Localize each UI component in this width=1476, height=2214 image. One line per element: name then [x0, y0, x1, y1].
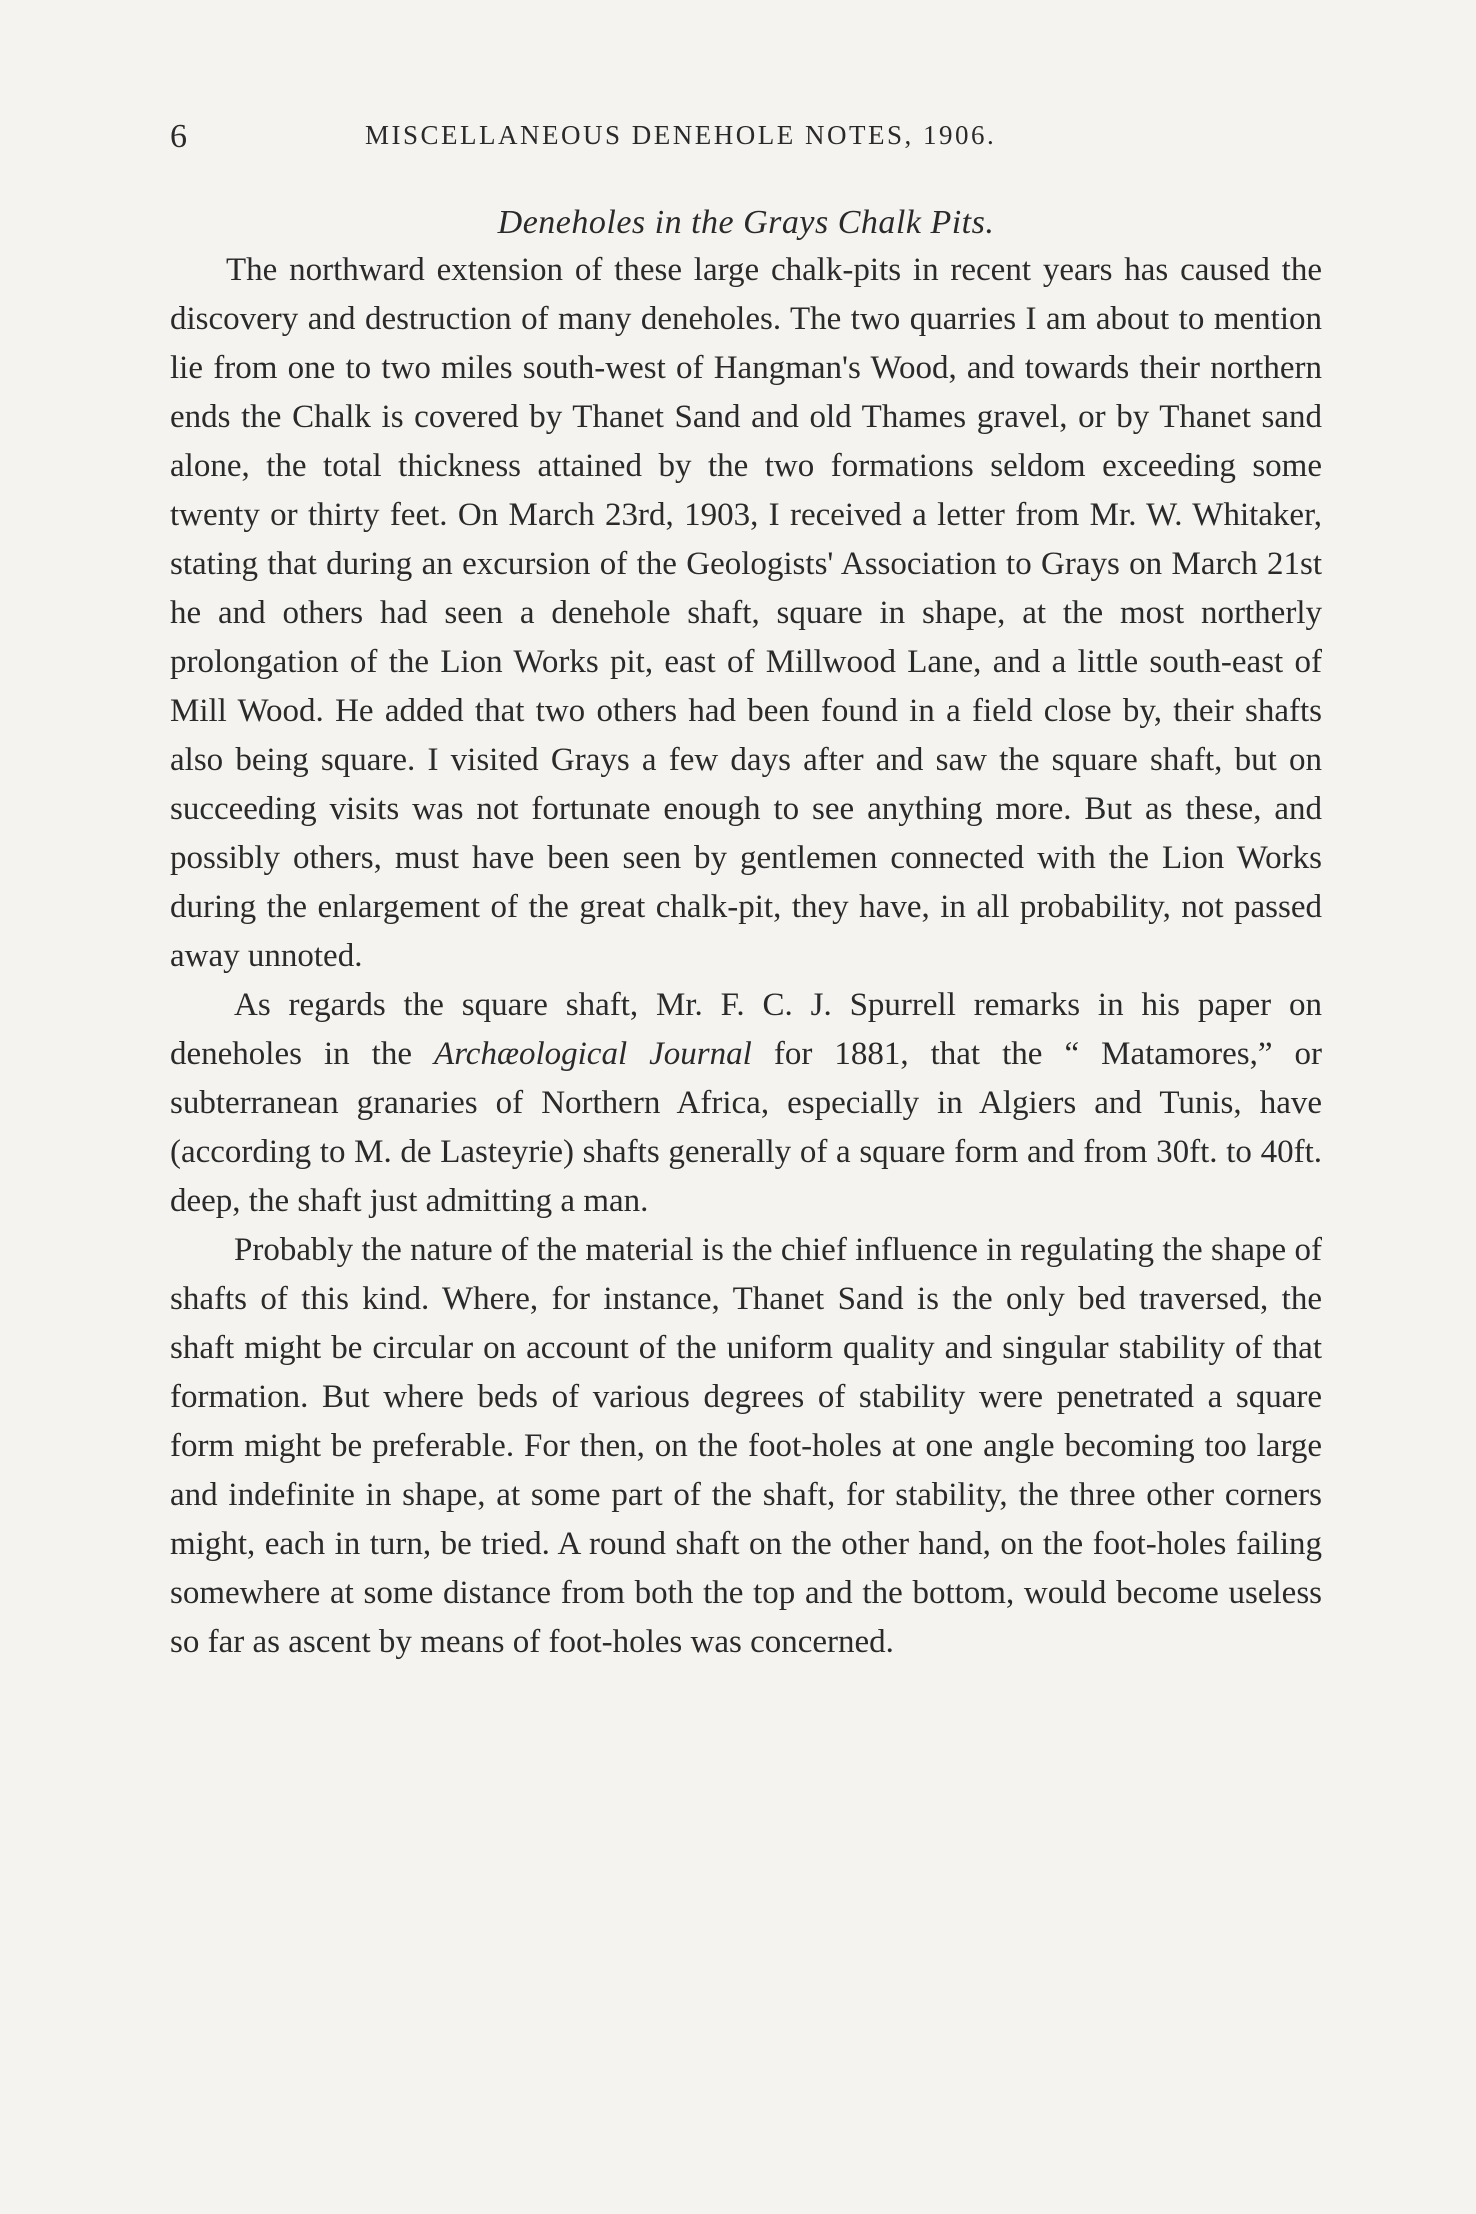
running-head [170, 118, 1322, 178]
running-title: MISCELLANEOUS DENEHOLE NOTES, 1906. [365, 120, 997, 150]
paragraph-2-text-before: As regards the square shaft, Mr. F. C. J. Spurrell remarks in his paper on deneholes in the [170, 987, 1322, 1072]
page-number: 6 [170, 118, 187, 155]
journal-title: Archæological Journal [434, 1036, 752, 1072]
section-heading: Deneholes in the Grays Chalk Pits. [497, 204, 995, 241]
paragraph-2-text-after: for 1881, that the “ Matamores,” or subterranean granaries of Northern Africa, especially in Algiers and Tunis, have (according to M. de Lasteyrie) shafts generally of a square form and from 30ft. to 40ft. deep, the shaft just admitting a man. [170, 1036, 1323, 1219]
page [170, 118, 1322, 1667]
paragraph-1: The northward extension of these large chalk-pits in recent years has caused the discovery and destruction of many deneholes. The two quarries I am about to mention lie from one to two miles south-west of Hangman's Wood, and towards their northern ends the Chalk is covered by Thanet Sand and old Thames gravel, or by Thanet sand alone, the total thickness attained by the two formations seldom exceeding some twenty or thirty feet. On March 23rd, 1903, I received a letter from Mr. W. Whitaker, stating that during an excursion of the Geologists' Association to Grays on March 21st he and others had seen a denehole shaft, square in shape, at the most northerly prolongation of the Lion Works pit, east of Millwood Lane, and a little south-east of Mill Wood. He added that two others had been found in a field close by, their shafts also being square. I visited Grays a few days after and saw the square shaft, but on succeeding visits was not fortunate enough to see anything more. But as these, and possibly others, must have been seen by gentlemen connected with the Lion Works during the enlargement of the great chalk-pit, they have, in all probability, not passed away unnoted. [170, 252, 1322, 974]
paragraph-2 [170, 981, 1322, 1226]
paragraph-3: Probably the nature of the material is the chief influence in regulating the shape of shafts of this kind. Where, for instance, Thanet Sand is the only bed traversed, the shaft might be circular on account of the uniform quality and singular stability of that formation. But where beds of various degrees of stability were penetrated a square form might be preferable. For then, on the foot-holes at one angle becoming too large and indefinite in shape, at some part of the shaft, for stability, the three other corners might, each in turn, be tried. A round shaft on the other hand, on the foot-holes failing somewhere at some distance from both the top and the bottom, would become useless so far as ascent by means of foot-holes was concerned. [170, 1232, 1322, 1660]
